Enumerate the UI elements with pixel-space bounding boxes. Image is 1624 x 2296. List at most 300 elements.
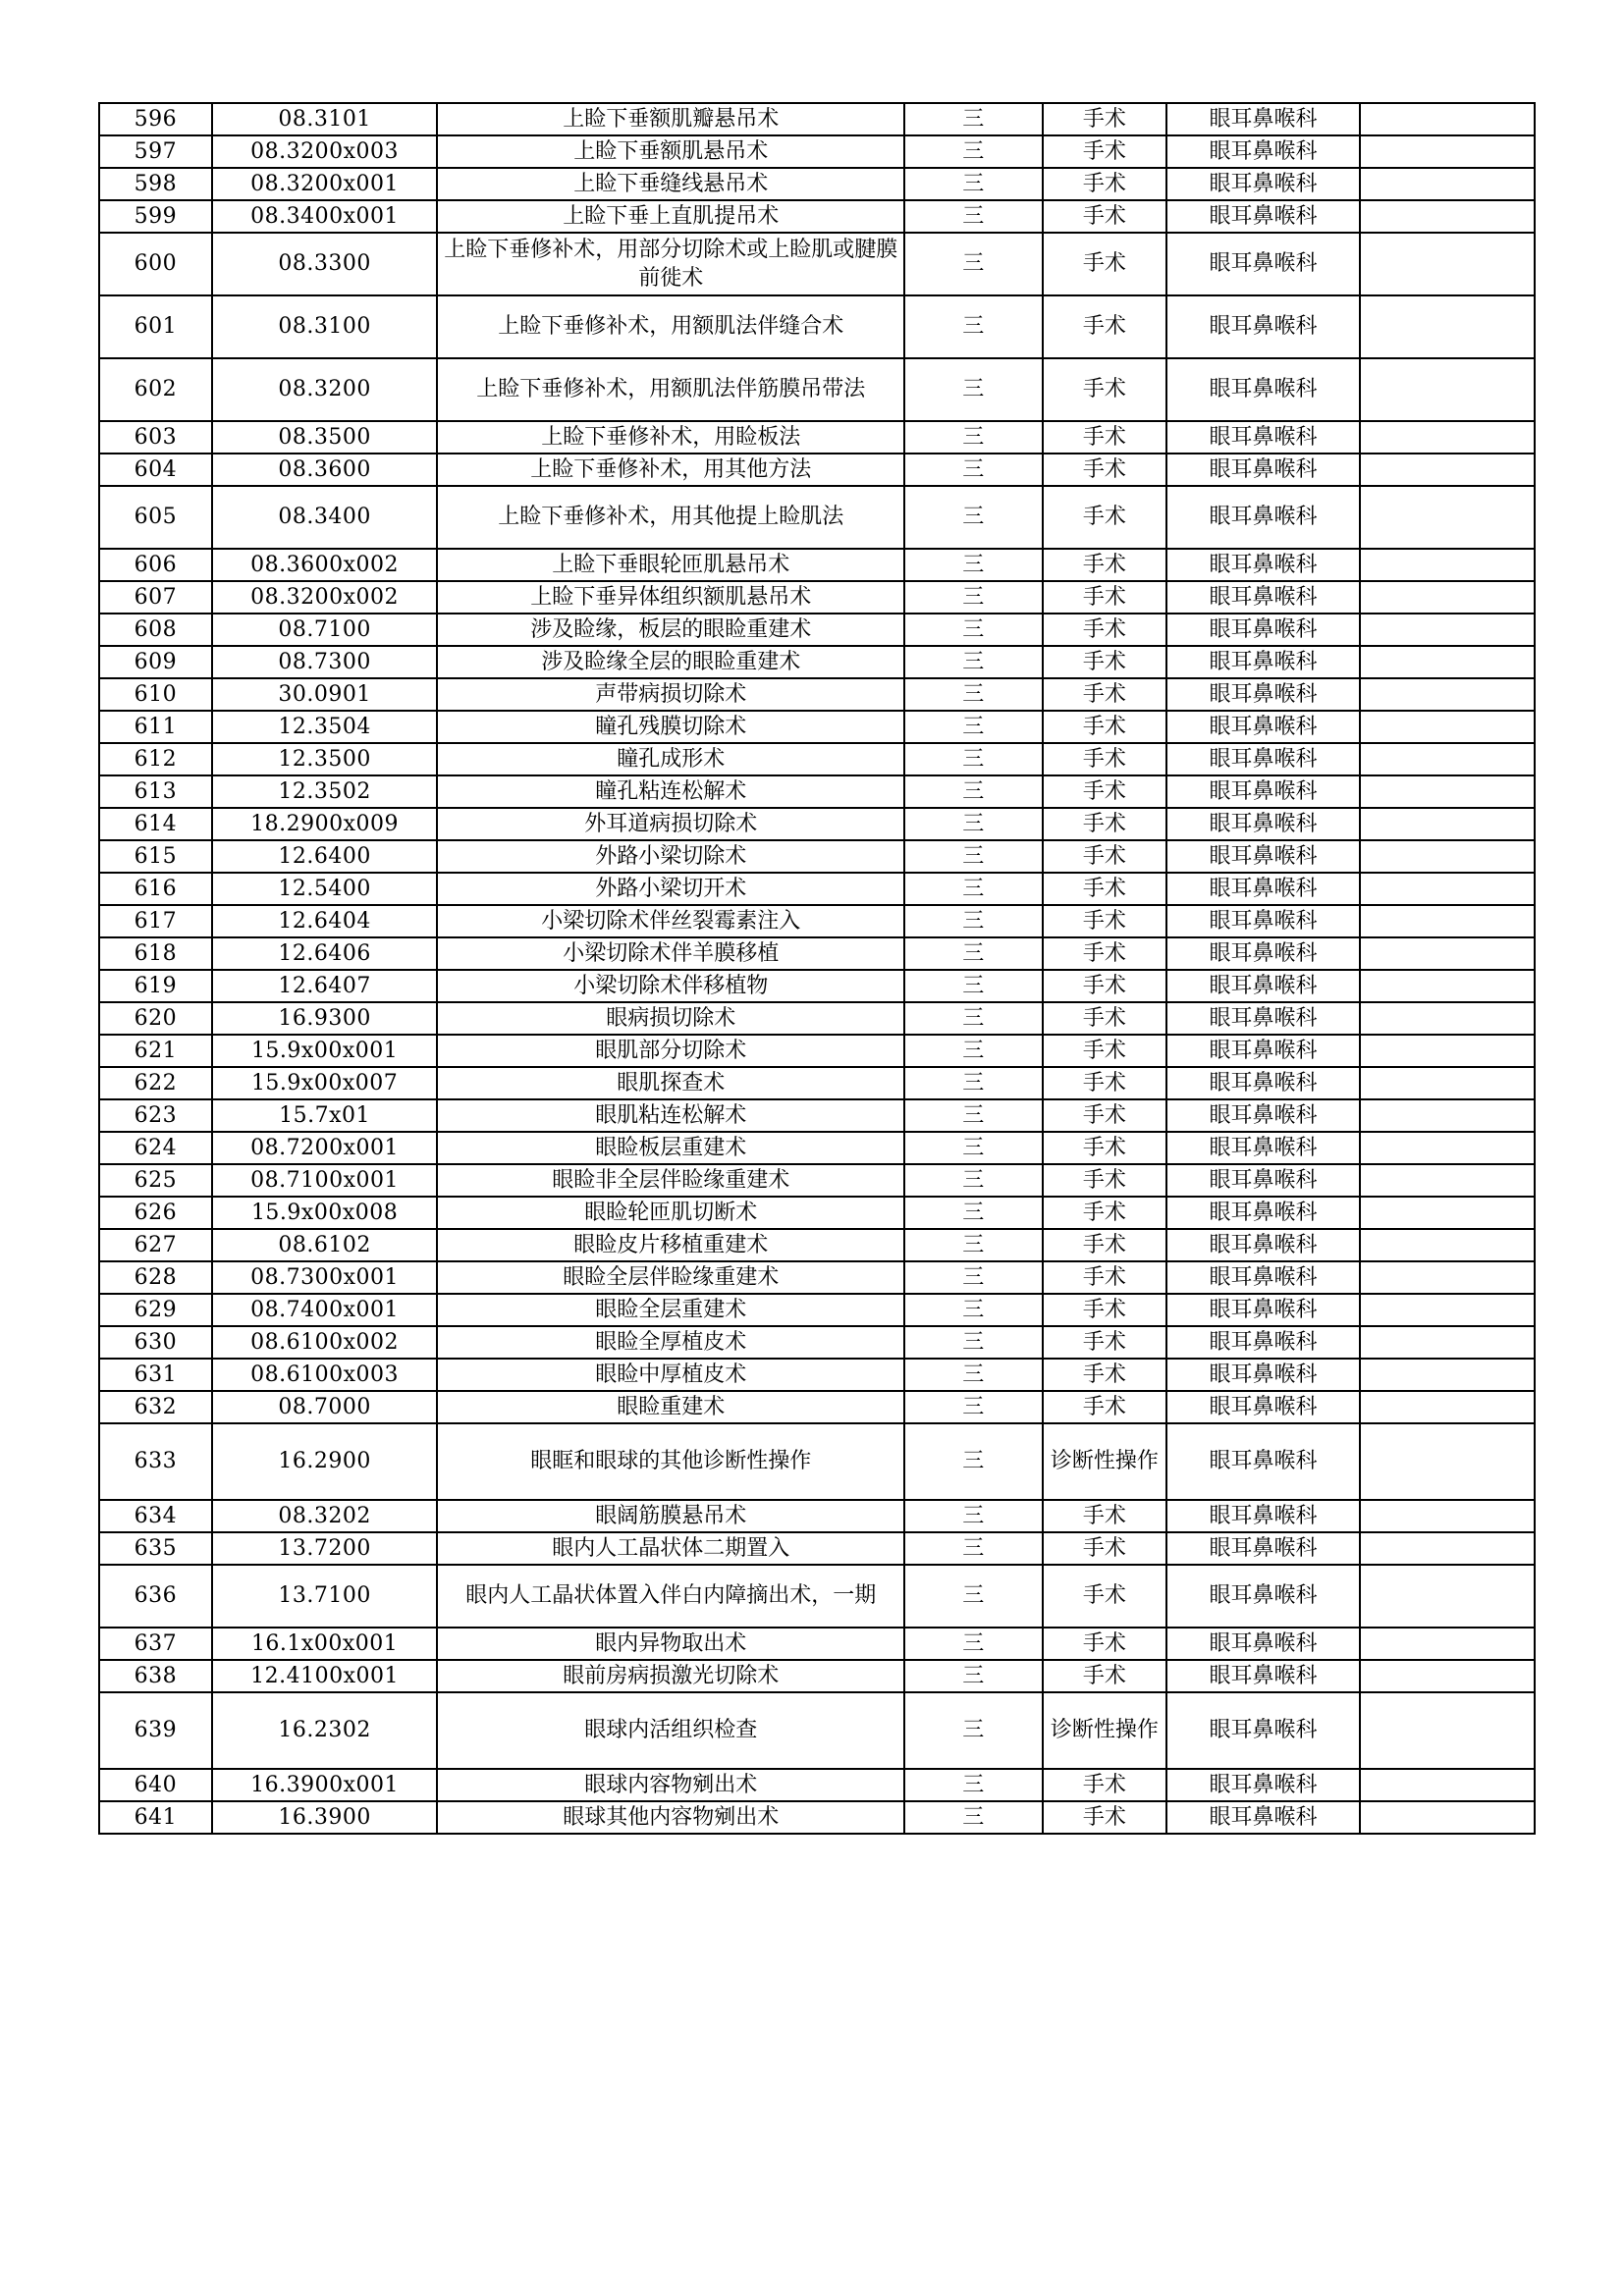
cell-level: 三 [904,358,1043,421]
cell-sequence-number: 627 [99,1229,212,1261]
cell-sequence-number: 628 [99,1261,212,1294]
cell-level: 三 [904,1423,1043,1500]
cell-department: 眼耳鼻喉科 [1166,1002,1360,1035]
cell-note [1360,1660,1535,1692]
cell-level: 三 [904,200,1043,233]
table-row [99,1801,1535,1834]
cell-procedure-name: 上睑下垂修补术，用其他方法 [437,454,904,486]
cell-type: 手术 [1043,1500,1167,1532]
cell-department: 眼耳鼻喉科 [1166,970,1360,1002]
cell-type: 手术 [1043,840,1167,873]
cell-sequence-number: 608 [99,614,212,646]
cell-procedure-name: 眼睑皮片移植重建术 [437,1229,904,1261]
cell-level: 三 [904,1132,1043,1164]
cell-type: 手术 [1043,1197,1167,1229]
cell-procedure-name: 眼睑全厚植皮术 [437,1326,904,1359]
cell-procedure-code: 08.7100x001 [212,1164,438,1197]
cell-level: 三 [904,1035,1043,1067]
cell-procedure-code: 08.3500 [212,421,438,454]
cell-note [1360,454,1535,486]
cell-procedure-name: 眼睑全层伴睑缘重建术 [437,1261,904,1294]
cell-procedure-code: 12.6406 [212,937,438,970]
cell-level: 三 [904,1002,1043,1035]
cell-procedure-code: 08.3200x002 [212,581,438,614]
cell-department: 眼耳鼻喉科 [1166,937,1360,970]
cell-procedure-code: 08.7400x001 [212,1294,438,1326]
cell-note [1360,549,1535,581]
cell-department: 眼耳鼻喉科 [1166,905,1360,937]
cell-level: 三 [904,486,1043,549]
cell-level: 三 [904,1359,1043,1391]
cell-note [1360,1769,1535,1801]
cell-sequence-number: 632 [99,1391,212,1423]
cell-sequence-number: 620 [99,1002,212,1035]
cell-procedure-name: 上睑下垂修补术，用额肌法伴缝合术 [437,295,904,358]
cell-note [1360,1229,1535,1261]
cell-type: 手术 [1043,581,1167,614]
cell-department: 眼耳鼻喉科 [1166,1692,1360,1769]
cell-note [1360,581,1535,614]
table-row [99,1565,1535,1628]
cell-type: 手术 [1043,646,1167,678]
cell-note [1360,168,1535,200]
cell-sequence-number: 623 [99,1099,212,1132]
cell-department: 眼耳鼻喉科 [1166,1067,1360,1099]
cell-note [1360,1132,1535,1164]
cell-sequence-number: 601 [99,295,212,358]
cell-sequence-number: 614 [99,808,212,840]
cell-type: 手术 [1043,1261,1167,1294]
cell-type: 手术 [1043,970,1167,1002]
cell-procedure-name: 上睑下垂上直肌提吊术 [437,200,904,233]
cell-type: 手术 [1043,873,1167,905]
cell-department: 眼耳鼻喉科 [1166,711,1360,743]
cell-department: 眼耳鼻喉科 [1166,1801,1360,1834]
cell-department: 眼耳鼻喉科 [1166,743,1360,775]
table-row [99,549,1535,581]
cell-procedure-code: 12.5400 [212,873,438,905]
cell-level: 三 [904,1801,1043,1834]
cell-procedure-name: 涉及睑缘全层的眼睑重建术 [437,646,904,678]
cell-level: 三 [904,873,1043,905]
cell-note [1360,1500,1535,1532]
cell-note [1360,646,1535,678]
cell-procedure-code: 16.2900 [212,1423,438,1500]
cell-department: 眼耳鼻喉科 [1166,678,1360,711]
cell-type: 手术 [1043,1801,1167,1834]
cell-procedure-code: 08.3200x001 [212,168,438,200]
cell-note [1360,1692,1535,1769]
cell-level: 三 [904,168,1043,200]
cell-procedure-name: 上睑下垂额肌悬吊术 [437,135,904,168]
cell-sequence-number: 631 [99,1359,212,1391]
cell-procedure-code: 08.3200x003 [212,135,438,168]
cell-sequence-number: 625 [99,1164,212,1197]
cell-note [1360,1002,1535,1035]
cell-note [1360,840,1535,873]
cell-department: 眼耳鼻喉科 [1166,1628,1360,1660]
table-row [99,1660,1535,1692]
cell-level: 三 [904,295,1043,358]
cell-procedure-name: 眼睑全层重建术 [437,1294,904,1326]
cell-procedure-name: 眼病损切除术 [437,1002,904,1035]
cell-sequence-number: 635 [99,1532,212,1565]
cell-procedure-code: 15.9x00x008 [212,1197,438,1229]
cell-type: 手术 [1043,1326,1167,1359]
cell-type: 手术 [1043,614,1167,646]
cell-note [1360,135,1535,168]
cell-note [1360,486,1535,549]
cell-procedure-code: 12.4100x001 [212,1660,438,1692]
cell-procedure-name: 上睑下垂修补术，用其他提上睑肌法 [437,486,904,549]
cell-type: 手术 [1043,711,1167,743]
cell-procedure-code: 15.9x00x001 [212,1035,438,1067]
table-row [99,1229,1535,1261]
cell-note [1360,937,1535,970]
cell-procedure-name: 眼内人工晶状体二期置入 [437,1532,904,1565]
cell-note [1360,1359,1535,1391]
cell-procedure-code: 08.7000 [212,1391,438,1423]
cell-level: 三 [904,1197,1043,1229]
table-row [99,135,1535,168]
cell-type: 手术 [1043,1099,1167,1132]
cell-type: 手术 [1043,678,1167,711]
cell-procedure-name: 眼球内容物剜出术 [437,1769,904,1801]
cell-type: 手术 [1043,233,1167,295]
cell-sequence-number: 641 [99,1801,212,1834]
table-row [99,1261,1535,1294]
cell-level: 三 [904,905,1043,937]
cell-department: 眼耳鼻喉科 [1166,581,1360,614]
cell-department: 眼耳鼻喉科 [1166,1359,1360,1391]
cell-type: 手术 [1043,421,1167,454]
cell-department: 眼耳鼻喉科 [1166,1565,1360,1628]
cell-procedure-name: 瞳孔残膜切除术 [437,711,904,743]
cell-procedure-name: 瞳孔成形术 [437,743,904,775]
cell-procedure-name: 小梁切除术伴羊膜移植 [437,937,904,970]
cell-sequence-number: 630 [99,1326,212,1359]
cell-type: 手术 [1043,1532,1167,1565]
cell-level: 三 [904,1565,1043,1628]
cell-department: 眼耳鼻喉科 [1166,1099,1360,1132]
cell-type: 手术 [1043,808,1167,840]
cell-procedure-name: 眼肌探查术 [437,1067,904,1099]
cell-note [1360,1164,1535,1197]
table-row [99,808,1535,840]
cell-level: 三 [904,1164,1043,1197]
cell-level: 三 [904,581,1043,614]
cell-sequence-number: 618 [99,937,212,970]
table-row [99,454,1535,486]
cell-note [1360,421,1535,454]
cell-department: 眼耳鼻喉科 [1166,1500,1360,1532]
cell-department: 眼耳鼻喉科 [1166,873,1360,905]
cell-note [1360,1423,1535,1500]
cell-department: 眼耳鼻喉科 [1166,1164,1360,1197]
cell-sequence-number: 613 [99,775,212,808]
cell-level: 三 [904,1660,1043,1692]
cell-department: 眼耳鼻喉科 [1166,1532,1360,1565]
cell-type: 手术 [1043,549,1167,581]
cell-note [1360,1067,1535,1099]
cell-procedure-name: 外耳道病损切除术 [437,808,904,840]
cell-type: 手术 [1043,1229,1167,1261]
cell-sequence-number: 596 [99,103,212,135]
cell-department: 眼耳鼻喉科 [1166,1132,1360,1164]
table-row [99,1326,1535,1359]
cell-type: 手术 [1043,1660,1167,1692]
cell-level: 三 [904,421,1043,454]
cell-type: 手术 [1043,1035,1167,1067]
table-row [99,486,1535,549]
cell-procedure-name: 外路小梁切除术 [437,840,904,873]
cell-note [1360,358,1535,421]
cell-procedure-name: 上睑下垂修补术，用部分切除术或上睑肌或腱膜前徙术 [437,233,904,295]
cell-procedure-code: 08.3600 [212,454,438,486]
table-row [99,1002,1535,1035]
table-row [99,1500,1535,1532]
cell-type: 手术 [1043,1294,1167,1326]
cell-department: 眼耳鼻喉科 [1166,1326,1360,1359]
cell-type: 手术 [1043,295,1167,358]
cell-note [1360,1532,1535,1565]
cell-procedure-code: 08.6100x002 [212,1326,438,1359]
cell-note [1360,711,1535,743]
table-row [99,905,1535,937]
cell-type: 手术 [1043,937,1167,970]
cell-procedure-code: 08.3100 [212,295,438,358]
table-row [99,358,1535,421]
cell-procedure-name: 眼睑板层重建术 [437,1132,904,1164]
cell-type: 手术 [1043,905,1167,937]
cell-procedure-code: 12.6407 [212,970,438,1002]
cell-procedure-name: 眼阔筋膜悬吊术 [437,1500,904,1532]
cell-department: 眼耳鼻喉科 [1166,1197,1360,1229]
cell-department: 眼耳鼻喉科 [1166,808,1360,840]
cell-level: 三 [904,1229,1043,1261]
cell-sequence-number: 599 [99,200,212,233]
table-row [99,1692,1535,1769]
table-row [99,614,1535,646]
cell-procedure-code: 16.3900x001 [212,1769,438,1801]
cell-department: 眼耳鼻喉科 [1166,614,1360,646]
cell-department: 眼耳鼻喉科 [1166,1769,1360,1801]
table-row [99,1197,1535,1229]
cell-procedure-code: 18.2900x009 [212,808,438,840]
cell-sequence-number: 626 [99,1197,212,1229]
cell-type: 手术 [1043,1359,1167,1391]
cell-procedure-name: 眼内人工晶状体置入伴白内障摘出术，一期 [437,1565,904,1628]
cell-level: 三 [904,549,1043,581]
table-row [99,1099,1535,1132]
cell-procedure-name: 上睑下垂修补术，用额肌法伴筋膜吊带法 [437,358,904,421]
cell-procedure-name: 声带病损切除术 [437,678,904,711]
cell-procedure-name: 眼眶和眼球的其他诊断性操作 [437,1423,904,1500]
cell-note [1360,873,1535,905]
cell-procedure-code: 15.7x01 [212,1099,438,1132]
cell-procedure-code: 08.3202 [212,1500,438,1532]
cell-note [1360,775,1535,808]
cell-type: 手术 [1043,1628,1167,1660]
cell-department: 眼耳鼻喉科 [1166,1391,1360,1423]
cell-note [1360,103,1535,135]
cell-level: 三 [904,970,1043,1002]
cell-note [1360,1294,1535,1326]
cell-sequence-number: 610 [99,678,212,711]
cell-procedure-name: 眼球其他内容物剜出术 [437,1801,904,1834]
table-row [99,1532,1535,1565]
table-row [99,295,1535,358]
cell-sequence-number: 622 [99,1067,212,1099]
cell-level: 三 [904,775,1043,808]
procedure-catalog-table [98,102,1536,1835]
cell-procedure-code: 12.3504 [212,711,438,743]
cell-sequence-number: 612 [99,743,212,775]
table-row [99,970,1535,1002]
cell-sequence-number: 621 [99,1035,212,1067]
cell-procedure-code: 13.7100 [212,1565,438,1628]
cell-procedure-name: 眼前房病损激光切除术 [437,1660,904,1692]
cell-type: 手术 [1043,1565,1167,1628]
cell-type: 手术 [1043,358,1167,421]
table-row [99,1769,1535,1801]
cell-type: 手术 [1043,454,1167,486]
cell-sequence-number: 611 [99,711,212,743]
cell-note [1360,1565,1535,1628]
cell-procedure-name: 上睑下垂异体组织额肌悬吊术 [437,581,904,614]
cell-sequence-number: 616 [99,873,212,905]
table-row [99,200,1535,233]
cell-procedure-name: 小梁切除术伴丝裂霉素注入 [437,905,904,937]
cell-note [1360,1326,1535,1359]
cell-sequence-number: 607 [99,581,212,614]
cell-note [1360,614,1535,646]
cell-level: 三 [904,743,1043,775]
cell-level: 三 [904,135,1043,168]
cell-procedure-code: 30.0901 [212,678,438,711]
cell-note [1360,1391,1535,1423]
cell-sequence-number: 624 [99,1132,212,1164]
cell-level: 三 [904,646,1043,678]
cell-note [1360,1099,1535,1132]
cell-procedure-code: 16.1x00x001 [212,1628,438,1660]
cell-procedure-code: 08.7300x001 [212,1261,438,1294]
cell-type: 手术 [1043,775,1167,808]
table-row [99,1035,1535,1067]
cell-level: 三 [904,711,1043,743]
cell-sequence-number: 606 [99,549,212,581]
cell-department: 眼耳鼻喉科 [1166,840,1360,873]
cell-note [1360,678,1535,711]
cell-procedure-code: 12.3502 [212,775,438,808]
table-row [99,103,1535,135]
cell-procedure-name: 眼肌粘连松解术 [437,1099,904,1132]
cell-department: 眼耳鼻喉科 [1166,1294,1360,1326]
cell-department: 眼耳鼻喉科 [1166,103,1360,135]
cell-type: 诊断性操作 [1043,1423,1167,1500]
cell-procedure-code: 08.3400x001 [212,200,438,233]
cell-type: 手术 [1043,743,1167,775]
cell-level: 三 [904,1391,1043,1423]
cell-sequence-number: 605 [99,486,212,549]
table-row [99,168,1535,200]
cell-department: 眼耳鼻喉科 [1166,775,1360,808]
cell-department: 眼耳鼻喉科 [1166,233,1360,295]
cell-department: 眼耳鼻喉科 [1166,200,1360,233]
table-row [99,937,1535,970]
cell-level: 三 [904,454,1043,486]
cell-level: 三 [904,233,1043,295]
cell-note [1360,1197,1535,1229]
cell-sequence-number: 602 [99,358,212,421]
cell-procedure-code: 08.6102 [212,1229,438,1261]
cell-department: 眼耳鼻喉科 [1166,135,1360,168]
cell-procedure-name: 小梁切除术伴移植物 [437,970,904,1002]
cell-sequence-number: 638 [99,1660,212,1692]
cell-procedure-name: 涉及睑缘，板层的眼睑重建术 [437,614,904,646]
table-row [99,711,1535,743]
cell-type: 手术 [1043,1769,1167,1801]
cell-procedure-code: 16.9300 [212,1002,438,1035]
cell-procedure-name: 上睑下垂眼轮匝肌悬吊术 [437,549,904,581]
table-row [99,1294,1535,1326]
cell-level: 三 [904,103,1043,135]
cell-procedure-code: 12.6400 [212,840,438,873]
cell-procedure-name: 上睑下垂额肌瓣悬吊术 [437,103,904,135]
cell-department: 眼耳鼻喉科 [1166,1423,1360,1500]
cell-note [1360,295,1535,358]
cell-department: 眼耳鼻喉科 [1166,454,1360,486]
cell-level: 三 [904,1261,1043,1294]
cell-level: 三 [904,937,1043,970]
cell-note [1360,808,1535,840]
cell-level: 三 [904,808,1043,840]
cell-level: 三 [904,1099,1043,1132]
table-row [99,233,1535,295]
cell-procedure-name: 眼内异物取出术 [437,1628,904,1660]
cell-sequence-number: 603 [99,421,212,454]
cell-note [1360,1261,1535,1294]
cell-procedure-code: 13.7200 [212,1532,438,1565]
cell-procedure-code: 16.3900 [212,1801,438,1834]
cell-sequence-number: 640 [99,1769,212,1801]
cell-level: 三 [904,1769,1043,1801]
table-row [99,1391,1535,1423]
cell-note [1360,743,1535,775]
cell-procedure-name: 眼球内活组织检查 [437,1692,904,1769]
cell-type: 诊断性操作 [1043,1692,1167,1769]
table-row [99,581,1535,614]
cell-type: 手术 [1043,1132,1167,1164]
cell-procedure-name: 眼睑中厚植皮术 [437,1359,904,1391]
cell-procedure-code: 16.2302 [212,1692,438,1769]
cell-department: 眼耳鼻喉科 [1166,168,1360,200]
cell-level: 三 [904,1532,1043,1565]
cell-procedure-code: 08.3300 [212,233,438,295]
cell-level: 三 [904,840,1043,873]
cell-sequence-number: 615 [99,840,212,873]
table-row [99,743,1535,775]
table-row [99,1067,1535,1099]
cell-sequence-number: 629 [99,1294,212,1326]
cell-type: 手术 [1043,1002,1167,1035]
cell-sequence-number: 636 [99,1565,212,1628]
cell-procedure-code: 08.3200 [212,358,438,421]
cell-procedure-code: 12.6404 [212,905,438,937]
cell-department: 眼耳鼻喉科 [1166,1229,1360,1261]
cell-type: 手术 [1043,486,1167,549]
cell-procedure-code: 08.7100 [212,614,438,646]
